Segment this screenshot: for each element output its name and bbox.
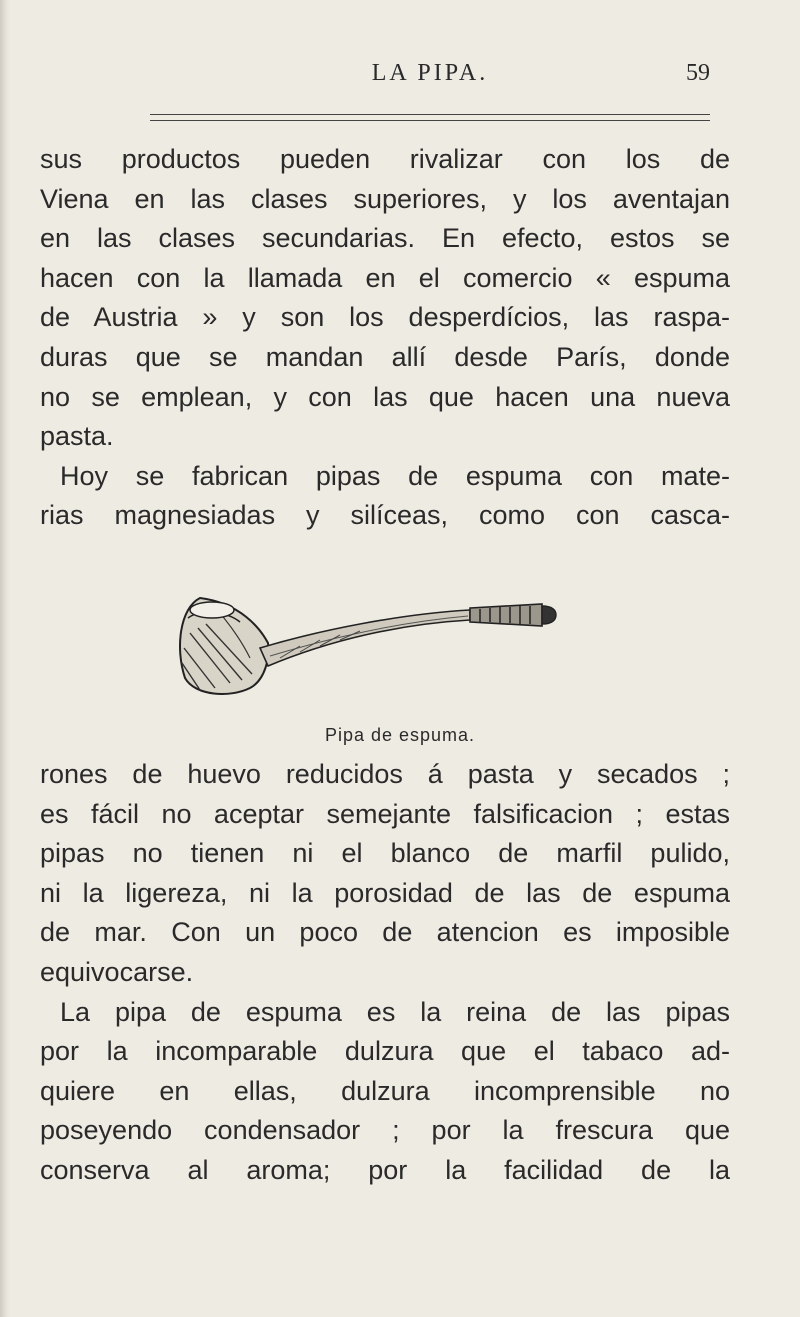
text-block-top [40,140,730,536]
text-line: rias magnesiadas y silíceas, como con casca- [40,500,730,531]
running-head-title: LA PIPA. [371,60,489,86]
text-block-bottom [40,755,730,1191]
text-line: Hoy se fabrican pipas de espuma con mate- [60,460,730,491]
text-line: sus productos pueden rivalizar con los de [40,144,730,174]
text-line: rones de huevo reducidos á pasta y secados ; [40,759,730,789]
text-line: La pipa de espuma es la reina de las pipas [60,996,730,1027]
text-line: ni la ligereza, ni la porosidad de las de espuma [40,877,730,908]
text-line: hacen con la llamada en el comercio « espuma [40,262,730,293]
meerschaum-pipe-illustration-icon [170,588,590,708]
page-binding-edge [0,0,10,1317]
text-line: Viena en las clases superiores, y los aventajan [40,183,730,214]
page-number: 59 [686,60,710,86]
pipe-figure [170,588,590,708]
text-line: equivocarse. [40,956,194,987]
text-line: poseyendo condensador ; por la frescura que [40,1115,730,1146]
text-line: duras que se mandan allí desde París, donde [40,341,730,372]
header-double-rule [150,114,710,121]
text-line: pipas no tienen ni el blanco de marfil pulido, [40,838,730,869]
text-line: pasta. [40,421,114,452]
text-line: quiere en ellas, dulzura incomprensible no [40,1075,730,1106]
text-line: de mar. Con un poco de atencion es imposible [40,917,730,948]
text-line: no se emplean, y con las que hacen una nueva [40,381,730,412]
text-line: de Austria » y son los desperdícios, las raspa- [40,302,730,333]
text-line: en las clases secundarias. En efecto, estos se [40,223,730,254]
text-line: es fácil no aceptar semejante falsificacion ; estas [40,798,730,829]
figure-caption: Pipa de espuma. [324,725,476,745]
running-head [150,60,710,94]
text-line: conserva al aroma; por la facilidad de la [40,1154,730,1185]
text-line: por la incomparable dulzura que el tabaco ad- [40,1036,730,1067]
